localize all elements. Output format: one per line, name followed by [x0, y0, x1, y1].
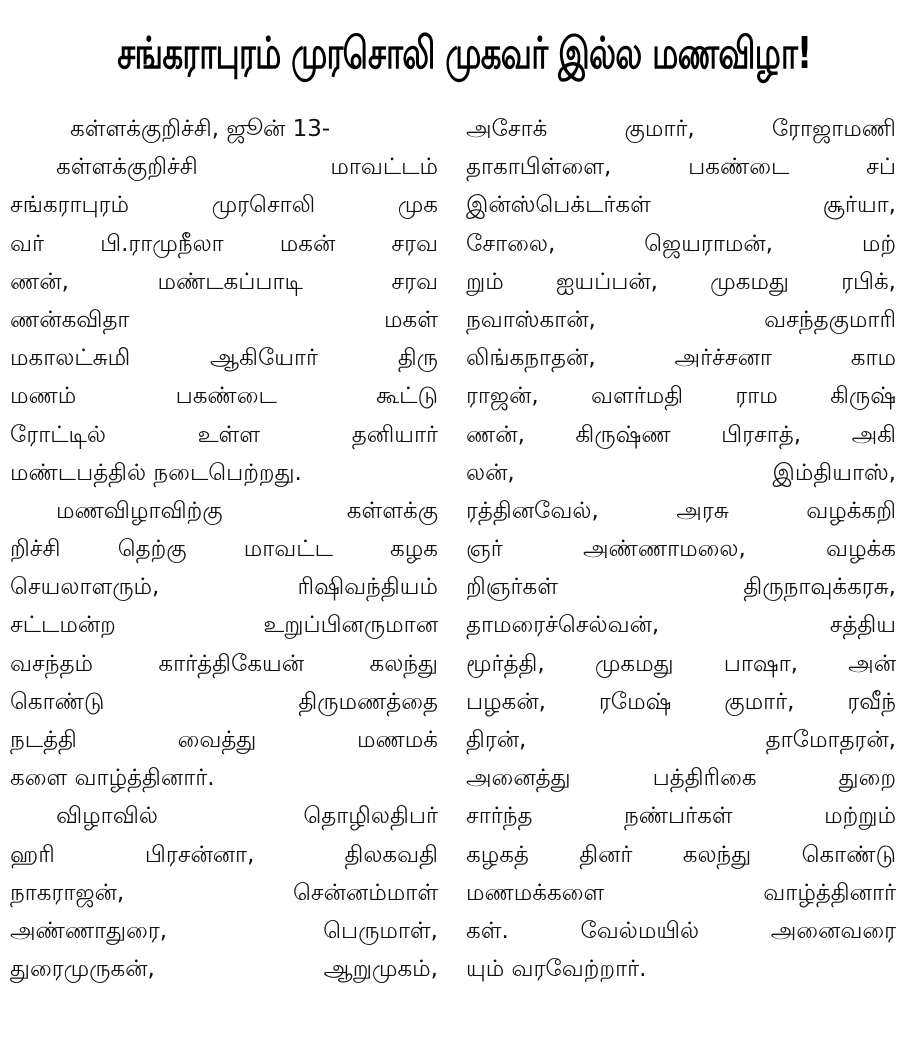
- body-line: லன், இம்தியாஸ்,: [466, 459, 896, 486]
- body-line: அனைத்து பத்திரிகை துறை: [466, 765, 896, 792]
- body-line: பழகன், ரமேஷ் குமார், ரவீந்: [466, 688, 896, 715]
- body-line: ஞர் அண்ணாமலை, வழக்க: [466, 536, 896, 563]
- body-line: திரன், தாமோதரன்,: [466, 727, 896, 753]
- body-line: கொண்டு திருமணத்தை: [10, 688, 438, 715]
- body-line: மணம் பகண்டை கூட்டு: [10, 383, 438, 410]
- body-line: தாமரைச்செல்வன், சத்திய: [466, 612, 896, 639]
- body-line: மண்டபத்தில் நடைபெற்றது.: [10, 459, 302, 486]
- body-line: விழாவில் தொழிலதிபர்: [56, 803, 438, 830]
- body-line: மணவிழாவிற்கு கள்ளக்கு: [56, 497, 438, 524]
- body-line: லிங்கநாதன், அர்ச்சனா காம: [466, 345, 896, 372]
- body-line: ரத்தினவேல், அரசு வழக்கறி: [466, 497, 896, 524]
- body-line: நவாஸ்கான், வசந்தகுமாரி: [466, 306, 896, 333]
- body-line: ணன், மண்டகப்பாடி சரவ: [10, 268, 438, 295]
- body-line: ஹரி பிரசன்னா, திலகவதி: [10, 841, 438, 868]
- body-line: தாகாபிள்ளை, பகண்டை சப்: [466, 154, 896, 181]
- left-column: [10, 110, 438, 988]
- body-line: நடத்தி வைத்து மணமக்: [10, 727, 438, 753]
- headline: சங்கராபுரம் முரசொலி முகவர் இல்ல மணவிழா!: [117, 28, 812, 79]
- body-line: கள்ளக்குறிச்சி மாவட்டம்: [56, 154, 438, 181]
- body-line: சட்டமன்ற உறுப்பினருமான: [10, 612, 438, 639]
- body-line: வர் பி.ராமுநீலா மகன் சரவ: [10, 230, 438, 257]
- body-line: ணன், கிருஷ்ண பிரசாத், அகி: [466, 421, 896, 448]
- body-line: சங்கராபுரம் முரசொலி முக: [10, 192, 438, 219]
- body-line: மகாலட்சுமி ஆகியோர் திரு: [10, 345, 438, 372]
- body-line: கழகத் தினர் கலந்து கொண்டு: [466, 841, 896, 868]
- body-line: களை வாழ்த்தினார்.: [10, 765, 215, 792]
- body-line: றும் ஐயப்பன், முகமது ரபிக்,: [466, 268, 896, 295]
- body-line: வசந்தம் கார்த்திகேயன் கலந்து: [10, 650, 438, 677]
- body-line: நாகராஜன், சென்னம்மாள்: [10, 879, 438, 906]
- body-line: ரோட்டில் உள்ள தனியார்: [10, 421, 438, 448]
- body-line: மூர்த்தி, முகமது பாஷா, அன்: [466, 650, 896, 677]
- body-line: றிச்சி தெற்கு மாவட்ட கழக: [10, 536, 438, 563]
- body-line: துரைமுருகன், ஆறுமுகம்,: [10, 956, 438, 983]
- body-line: சோலை, ஜெயராமன், மற்: [466, 230, 896, 257]
- body-line: அண்ணாதுரை, பெருமாள்,: [10, 917, 438, 944]
- body-line: அசோக் குமார், ரோஜாமணி: [466, 116, 896, 142]
- body-line: றிஞர்கள் திருநாவுக்கரசு,: [466, 574, 896, 601]
- body-line: இன்ஸ்பெக்டர்கள் சூர்யா,: [466, 192, 896, 219]
- dateline: கள்ளக்குறிச்சி, ஜூன் 13-: [70, 116, 331, 142]
- body-line: மணமக்களை வாழ்த்தினார்: [466, 879, 896, 906]
- body-line: சார்ந்த நண்பர்கள் மற்றும்: [466, 803, 896, 830]
- right-column: [466, 110, 896, 988]
- body-line: ராஜன், வளர்மதி ராம கிருஷ்: [466, 383, 896, 410]
- body-line: கள். வேல்மயில் அனைவரை: [466, 917, 896, 944]
- body-line: செயலாளரும், ரிஷிவந்தியம்: [10, 574, 438, 601]
- body-line: யும் வரவேற்றார்.: [466, 956, 647, 983]
- body-line: ணன்கவிதா மகள்: [10, 306, 438, 333]
